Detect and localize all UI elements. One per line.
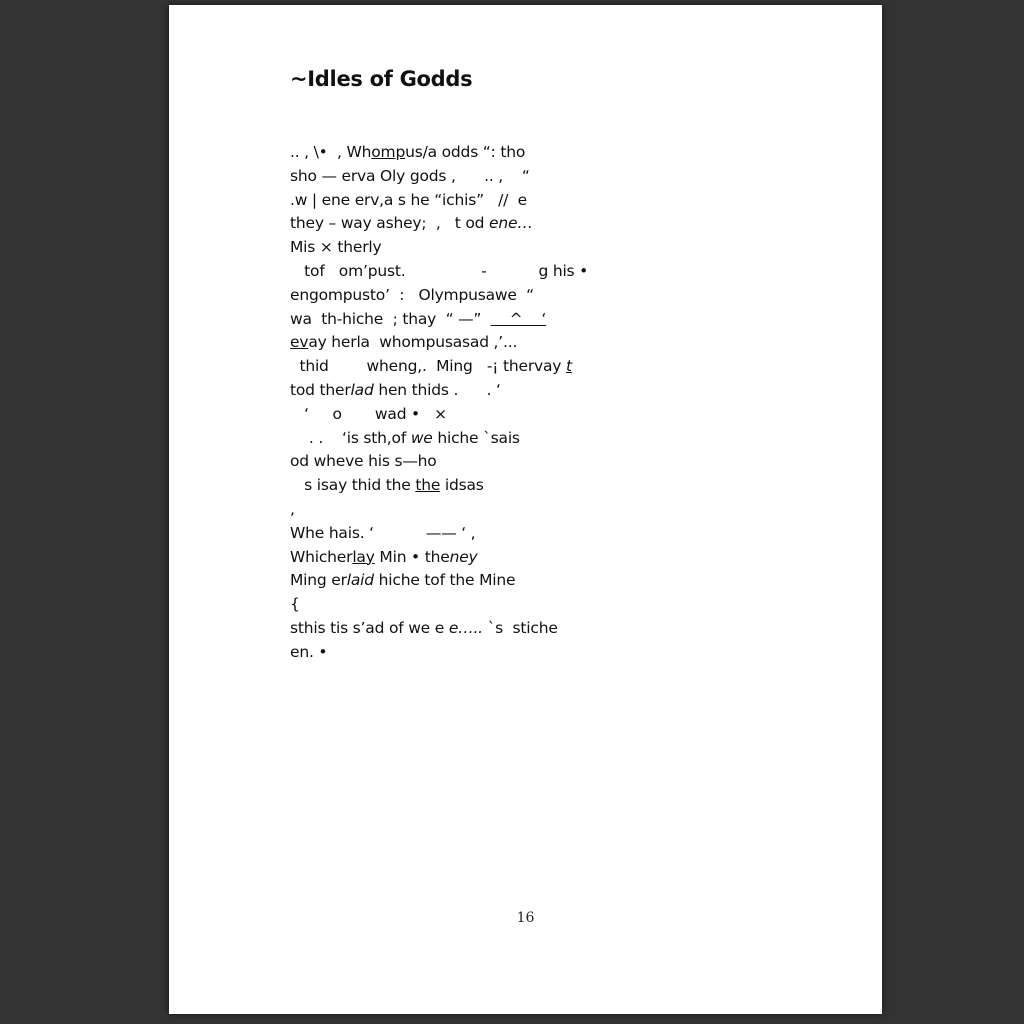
text-segment: the (415, 476, 441, 495)
text-segment: `s stiche (482, 618, 558, 637)
text-segment: Whicher (290, 547, 353, 566)
text-line (290, 427, 710, 451)
text-line (290, 165, 710, 189)
text-segment: omp (371, 143, 406, 161)
text-line (290, 189, 710, 213)
text-segment: they – way ashey; , t od (290, 214, 490, 233)
text-line (290, 450, 710, 474)
text-segment: Whe hais. ‘ —— ‘ , (290, 523, 476, 542)
text-segment: en. • (290, 642, 328, 661)
text-segment: engompusto’ : Olympusawe “ (290, 285, 534, 304)
italic-text (449, 619, 483, 637)
text-line (290, 546, 710, 570)
text-segment: sho — erva Oly gods , .. , “ (290, 166, 530, 185)
underlined-text (371, 143, 405, 161)
text-segment: hiche `sais (432, 428, 520, 447)
text-line (290, 498, 710, 522)
text-segment: hiche tof the Mine (373, 571, 516, 590)
text-segment: ‘ o wad • × (290, 404, 447, 423)
text-line (290, 641, 710, 665)
text-segment: e….. (448, 618, 483, 637)
italic-text (566, 357, 572, 375)
text-line (290, 260, 710, 284)
text-segment: hen thids . . ‘ (373, 380, 501, 399)
text-line (290, 355, 710, 379)
text-segment: idsas (440, 476, 484, 495)
italic-text (450, 548, 478, 566)
text-line (290, 522, 710, 546)
document-page (169, 5, 882, 1014)
underlined-text (415, 476, 440, 494)
text-segment: .. , \• , Wh (290, 143, 372, 161)
text-line (290, 593, 710, 617)
text-line (290, 141, 710, 165)
text-segment: t (565, 357, 572, 376)
text-line (290, 308, 710, 332)
text-segment: lay (352, 547, 375, 566)
page-title: ~Idles of Godds (290, 67, 473, 91)
text-segment: thid wheng,. Ming -¡ thervay (290, 357, 566, 376)
text-segment: ev (290, 333, 309, 352)
text-line (290, 331, 710, 355)
text-segment: { (290, 595, 300, 614)
text-line (290, 617, 710, 641)
text-line (290, 236, 710, 260)
text-segment: ^ ‘ (490, 309, 547, 328)
text-line (290, 403, 710, 427)
body-text (290, 141, 710, 665)
text-segment: ay herla whompusasad ,’... (308, 333, 518, 352)
underlined-text (352, 548, 374, 566)
text-segment: tod ther (290, 380, 351, 399)
italic-text (489, 214, 533, 232)
italic-text (351, 381, 374, 399)
underlined-text (566, 357, 572, 375)
text-segment: .w | ene erv,a s he “ichis” // e (290, 190, 527, 209)
text-segment: sthis tis s’ad of we e (290, 618, 449, 637)
text-segment: Min • the (374, 547, 450, 566)
text-line (290, 212, 710, 236)
page-number: 16 (516, 910, 535, 926)
text-segment: ney (449, 547, 478, 566)
italic-text (347, 571, 374, 589)
underlined-text (290, 333, 308, 351)
text-segment: us/a odds “: tho (405, 143, 526, 161)
underlined-text (491, 310, 546, 328)
text-segment: we (410, 428, 433, 447)
text-segment: ene… (489, 214, 533, 233)
text-segment: . . ‘is sth,of (290, 428, 411, 447)
text-segment: od wheve his s—ho (290, 452, 437, 471)
text-line (290, 474, 710, 498)
text-segment: , (290, 499, 295, 518)
text-segment: Ming er (290, 571, 347, 590)
text-line (290, 379, 710, 403)
text-segment: Mis × therly (290, 238, 382, 257)
text-line (290, 569, 710, 593)
italic-text (411, 429, 433, 447)
text-line (290, 284, 710, 308)
text-segment: s isay thid the (290, 476, 416, 495)
text-segment: tof om’pust. - g his • (290, 261, 589, 280)
text-segment: laid (346, 571, 374, 590)
text-segment: wa th-hiche ; thay “ —” (290, 309, 491, 328)
text-segment: lad (350, 380, 374, 399)
